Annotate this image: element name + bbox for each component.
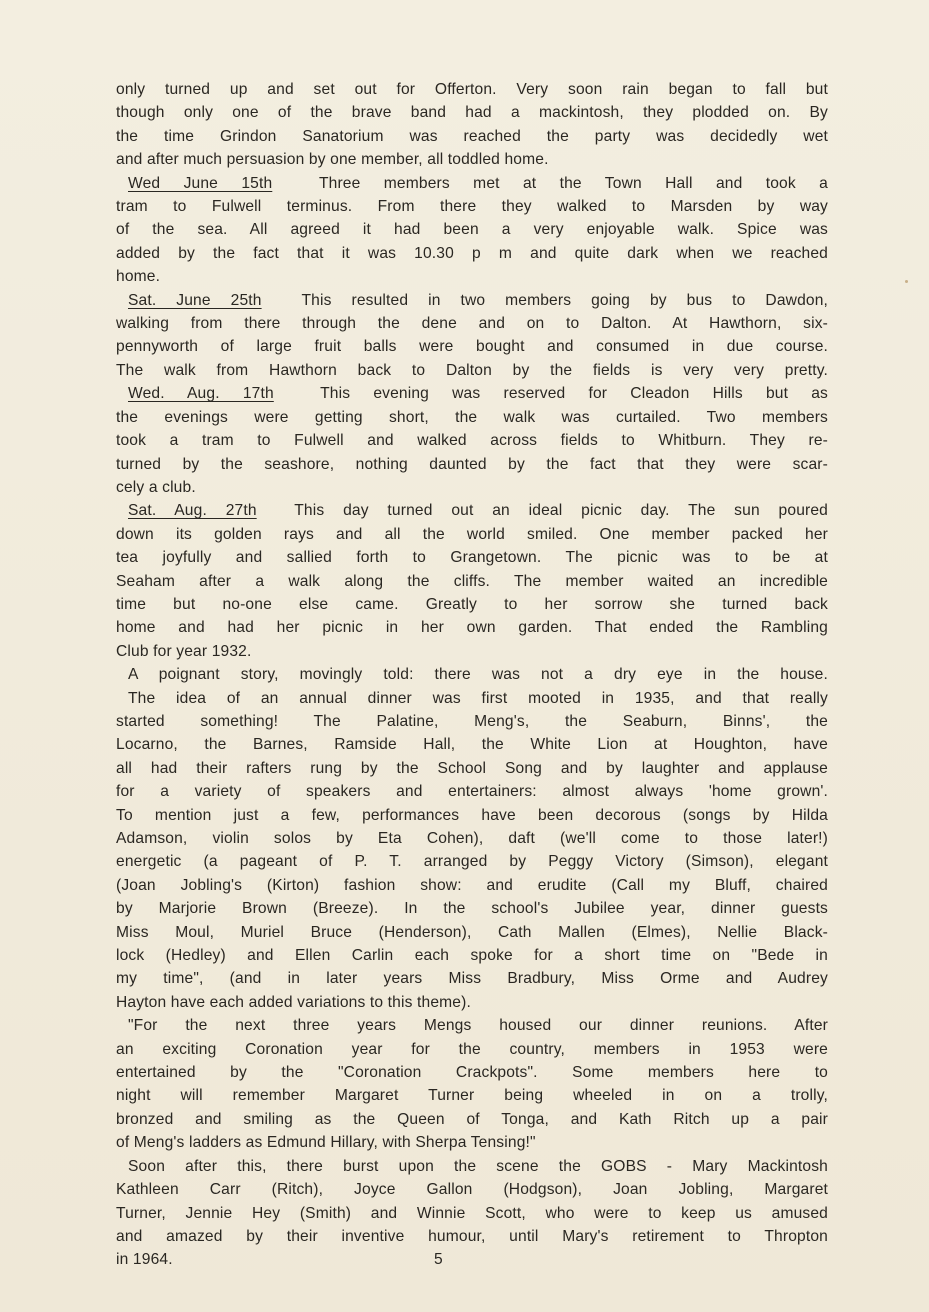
text-line (116, 78, 828, 101)
text-line (116, 1178, 828, 1201)
text-line (116, 1038, 828, 1061)
text-line (116, 523, 828, 546)
line-text: Locarno, the Barnes, Ramside Hall, the White Lion at Houghton, have (116, 736, 828, 754)
line-text: This resulted in two members going by bus to Dawdon, (301, 291, 829, 309)
line-text: A poignant story, movingly told: there was not a dry eye in the house. (128, 666, 828, 684)
text-line (116, 148, 828, 171)
line-text: all had their rafters rung by the School Song and by laughter and applause (116, 759, 828, 777)
text-line (116, 1108, 828, 1131)
line-text: walking from there through the dene and on to Dalton. At Hawthorn, six- (116, 315, 828, 333)
line-text: Seaham after a walk along the cliffs. The member waited an incredible (116, 572, 828, 590)
text-line (116, 172, 828, 195)
line-text: The idea of an annual dinner was first mooted in 1935, and that really (128, 689, 828, 707)
line-text: by Marjorie Brown (Breeze). In the school's Jubilee year, dinner guests (116, 900, 828, 918)
text-line (116, 921, 828, 944)
line-text: the time Grindon Sanatorium was reached the party was decidedly wet (116, 127, 828, 145)
text-line (116, 1014, 828, 1037)
line-text: night will remember Margaret Turner being wheeled in on a trolly, (116, 1087, 828, 1105)
text-line (116, 687, 828, 710)
text-line (116, 780, 828, 803)
line-text: took a tram to Fulwell and walked across fields to Whitburn. They re- (116, 432, 828, 450)
page-number: 5 (434, 1251, 443, 1269)
text-line (116, 1225, 828, 1248)
text-line (116, 335, 828, 358)
text-line (116, 476, 828, 499)
text-line (116, 195, 828, 218)
line-text: added by the fact that it was 10.30 p m and quite dark when we reached (116, 244, 828, 262)
text-line (116, 991, 828, 1014)
text-line (116, 757, 828, 780)
text-line (116, 593, 828, 616)
date-heading: Wed June 15th (128, 174, 273, 192)
text-line (116, 827, 828, 850)
line-text: This day turned out an ideal picnic day. The sun poured (294, 502, 828, 520)
date-heading: Wed. Aug. 17th (128, 385, 274, 403)
line-text: and after much persuasion by one member, all toddled home. (116, 151, 549, 169)
line-text: though only one of the brave band had a mackintosh, they plodded on. By (116, 104, 828, 122)
line-text: of the sea. All agreed it had been a very enjoyable walk. Spice was (116, 221, 828, 239)
text-line (116, 570, 828, 593)
line-text: Turner, Jennie Hey (Smith) and Winnie Scott, who were to keep us amused (116, 1204, 828, 1222)
text-line (116, 499, 828, 522)
text-line (116, 850, 828, 873)
line-text: Hayton have each added variations to this theme). (116, 993, 471, 1011)
date-heading: Sat. June 25th (128, 291, 262, 309)
text-line (116, 101, 828, 124)
text-line (116, 733, 828, 756)
line-text: energetic (a pageant of P. T. arranged by Peggy Victory (Simson), elegant (116, 853, 828, 871)
text-line (116, 406, 828, 429)
line-text: only turned up and set out for Offerton. Very soon rain began to fall but (116, 81, 828, 98)
line-text: home and had her picnic in her own garden. That ended the Rambling (116, 619, 828, 637)
text-line (116, 1155, 828, 1178)
line-text: of Meng's ladders as Edmund Hillary, with Sherpa Tensing!" (116, 1134, 536, 1152)
text-line (116, 804, 828, 827)
text-line (116, 663, 828, 686)
line-text: The walk from Hawthorn back to Dalton by the fields is very very pretty. (116, 361, 828, 379)
line-text: an exciting Coronation year for the country, members in 1953 were (116, 1040, 828, 1058)
text-line (116, 453, 828, 476)
paper-speck (905, 280, 908, 283)
text-line (116, 874, 828, 897)
line-text: Kathleen Carr (Ritch), Joyce Gallon (Hodgson), Joan Jobling, Margaret (116, 1181, 828, 1199)
last-line-text: in 1964. (116, 1251, 173, 1269)
text-line (116, 710, 828, 733)
line-text: "For the next three years Mengs housed our dinner reunions. After (128, 1017, 828, 1035)
text-line (116, 944, 828, 967)
text-line (116, 289, 828, 312)
line-text: down its golden rays and all the world smiled. One member packed her (116, 525, 828, 543)
text-line (116, 1084, 828, 1107)
text-line (116, 640, 828, 663)
line-text: and amazed by their inventive humour, until Mary's retirement to Thropton (116, 1227, 828, 1245)
text-line (116, 242, 828, 265)
text-line (116, 1131, 828, 1154)
line-text: pennyworth of large fruit balls were bought and consumed in due course. (116, 338, 828, 356)
text-line (116, 897, 828, 920)
text-line (116, 265, 828, 288)
line-text: started something! The Palatine, Meng's, the Seaburn, Binns', the (116, 712, 828, 730)
closing-line (116, 1248, 828, 1271)
line-text: entertained by the "Coronation Crackpots". Some members here to (116, 1064, 828, 1082)
line-text: Adamson, violin solos by Eta Cohen), daft (we'll come to those later!) (116, 830, 828, 847)
text-line (116, 1202, 828, 1225)
line-text: This evening was reserved for Cleadon Hills but as (320, 385, 829, 403)
line-text: home. (116, 268, 161, 286)
text-line (116, 967, 828, 990)
line-text: tram to Fulwell terminus. From there they walked to Marsden by way (116, 198, 828, 216)
line-text: Miss Moul, Muriel Bruce (Henderson), Cath Mallen (Elmes), Nellie Black- (116, 923, 828, 941)
line-text: my time", (and in later years Miss Bradbury, Miss Orme and Audrey (116, 970, 828, 988)
line-text: Soon after this, there burst upon the scene the GOBS - Mary Mackintosh (128, 1157, 828, 1175)
line-text: Club for year 1932. (116, 642, 252, 660)
line-text: turned by the seashore, nothing daunted by the fact that they were scar- (116, 455, 828, 473)
line-text: To mention just a few, performances have been decorous (songs by Hilda (116, 806, 828, 824)
line-text: Three members met at the Town Hall and took a (318, 174, 828, 192)
text-line (116, 359, 828, 382)
text-line (116, 125, 828, 148)
line-text: lock (Hedley) and Ellen Carlin each spoke for a short time on "Bede in (116, 947, 828, 965)
text-line (116, 218, 828, 241)
line-text: cely a club. (116, 478, 196, 496)
date-heading: Sat. Aug. 27th (128, 502, 257, 520)
text-line (116, 616, 828, 639)
line-text: bronzed and smiling as the Queen of Tonga, and Kath Ritch up a pair (116, 1110, 828, 1128)
body-text (116, 78, 828, 1272)
line-text: time but no-one else came. Greatly to her sorrow she turned back (116, 595, 828, 613)
text-line (116, 429, 828, 452)
line-text: (Joan Jobling's (Kirton) fashion show: and erudite (Call my Bluff, chaired (116, 876, 828, 894)
text-line (116, 382, 828, 405)
text-line (116, 546, 828, 569)
text-line (116, 1061, 828, 1084)
line-text: tea joyfully and sallied forth to Grangetown. The picnic was to be at (116, 549, 828, 567)
line-text: for a variety of speakers and entertainers: almost always 'home grown'. (116, 783, 828, 801)
text-line (116, 312, 828, 335)
line-text: the evenings were getting short, the walk was curtailed. Two members (116, 408, 828, 426)
